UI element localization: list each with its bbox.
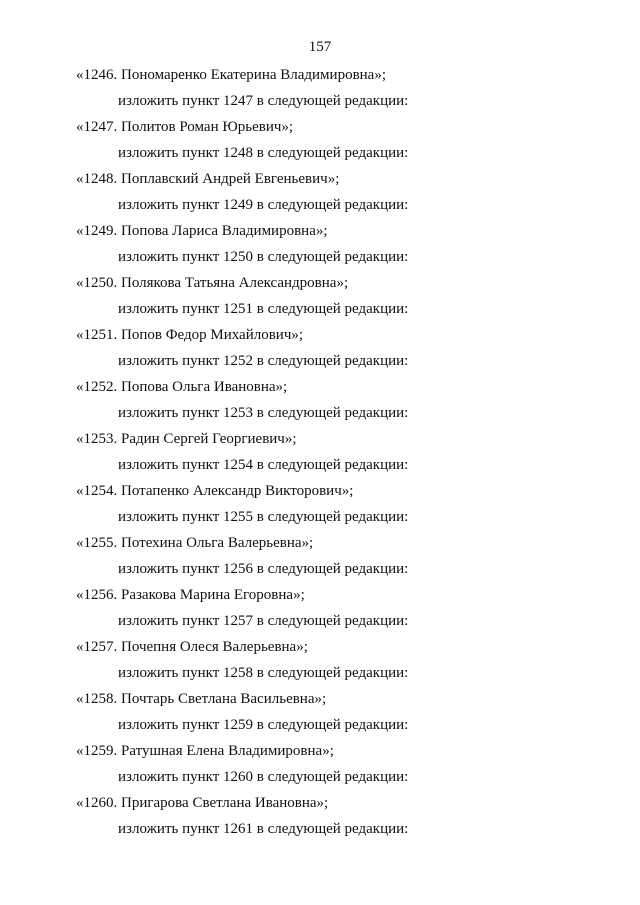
amendment-instruction: изложить пункт 1251 в следующей редакции: [118,301,409,317]
amendment-instruction: изложить пункт 1252 в следующей редакции: [118,353,409,369]
amendment-instruction: изложить пункт 1248 в следующей редакции: [118,145,409,161]
amendment-entry: «1260. Пригарова Светлана Ивановна»; [76,795,329,811]
amendment-entry: «1250. Полякова Татьяна Александровна»; [76,275,349,291]
amendment-entry: «1247. Политов Роман Юрьевич»; [76,119,294,135]
amendment-entry: «1256. Разакова Марина Егоровна»; [76,587,305,603]
page-number: 157 [308,39,332,55]
amendment-entry: «1252. Попова Ольга Ивановна»; [76,379,288,395]
amendment-entry: «1259. Ратушная Елена Владимировна»; [76,743,334,759]
amendment-instruction: изложить пункт 1258 в следующей редакции: [118,665,409,681]
amendment-instruction: изложить пункт 1259 в следующей редакции: [118,717,409,733]
amendment-instruction: изложить пункт 1247 в следующей редакции: [118,93,409,109]
amendment-instruction: изложить пункт 1260 в следующей редакции: [118,769,409,785]
amendment-instruction: изложить пункт 1250 в следующей редакции: [118,249,409,265]
amendment-instruction: изложить пункт 1249 в следующей редакции: [118,197,409,213]
amendment-instruction: изложить пункт 1257 в следующей редакции: [118,613,409,629]
amendment-entry: «1253. Радин Сергей Георгиевич»; [76,431,297,447]
amendment-entry: «1254. Потапенко Александр Викторович»; [76,483,354,499]
amendment-entry: «1258. Почтарь Светлана Васильевна»; [76,691,327,707]
amendment-entry: «1249. Попова Лариса Владимировна»; [76,223,328,239]
amendment-entry: «1255. Потехина Ольга Валерьевна»; [76,535,314,551]
amendment-entry: «1251. Попов Федор Михайлович»; [76,327,304,343]
amendment-instruction: изложить пункт 1255 в следующей редакции: [118,509,409,525]
amendment-instruction: изложить пункт 1253 в следующей редакции: [118,405,409,421]
amendment-entry: «1248. Поплавский Андрей Евгеньевич»; [76,171,340,187]
amendment-instruction: изложить пункт 1254 в следующей редакции: [118,457,409,473]
amendment-entry: «1257. Почепня Олеся Валерьевна»; [76,639,308,655]
amendment-instruction: изложить пункт 1256 в следующей редакции: [118,561,409,577]
amendment-instruction: изложить пункт 1261 в следующей редакции: [118,821,409,837]
amendment-entry: «1246. Пономаренко Екатерина Владимировна»; [76,67,387,83]
